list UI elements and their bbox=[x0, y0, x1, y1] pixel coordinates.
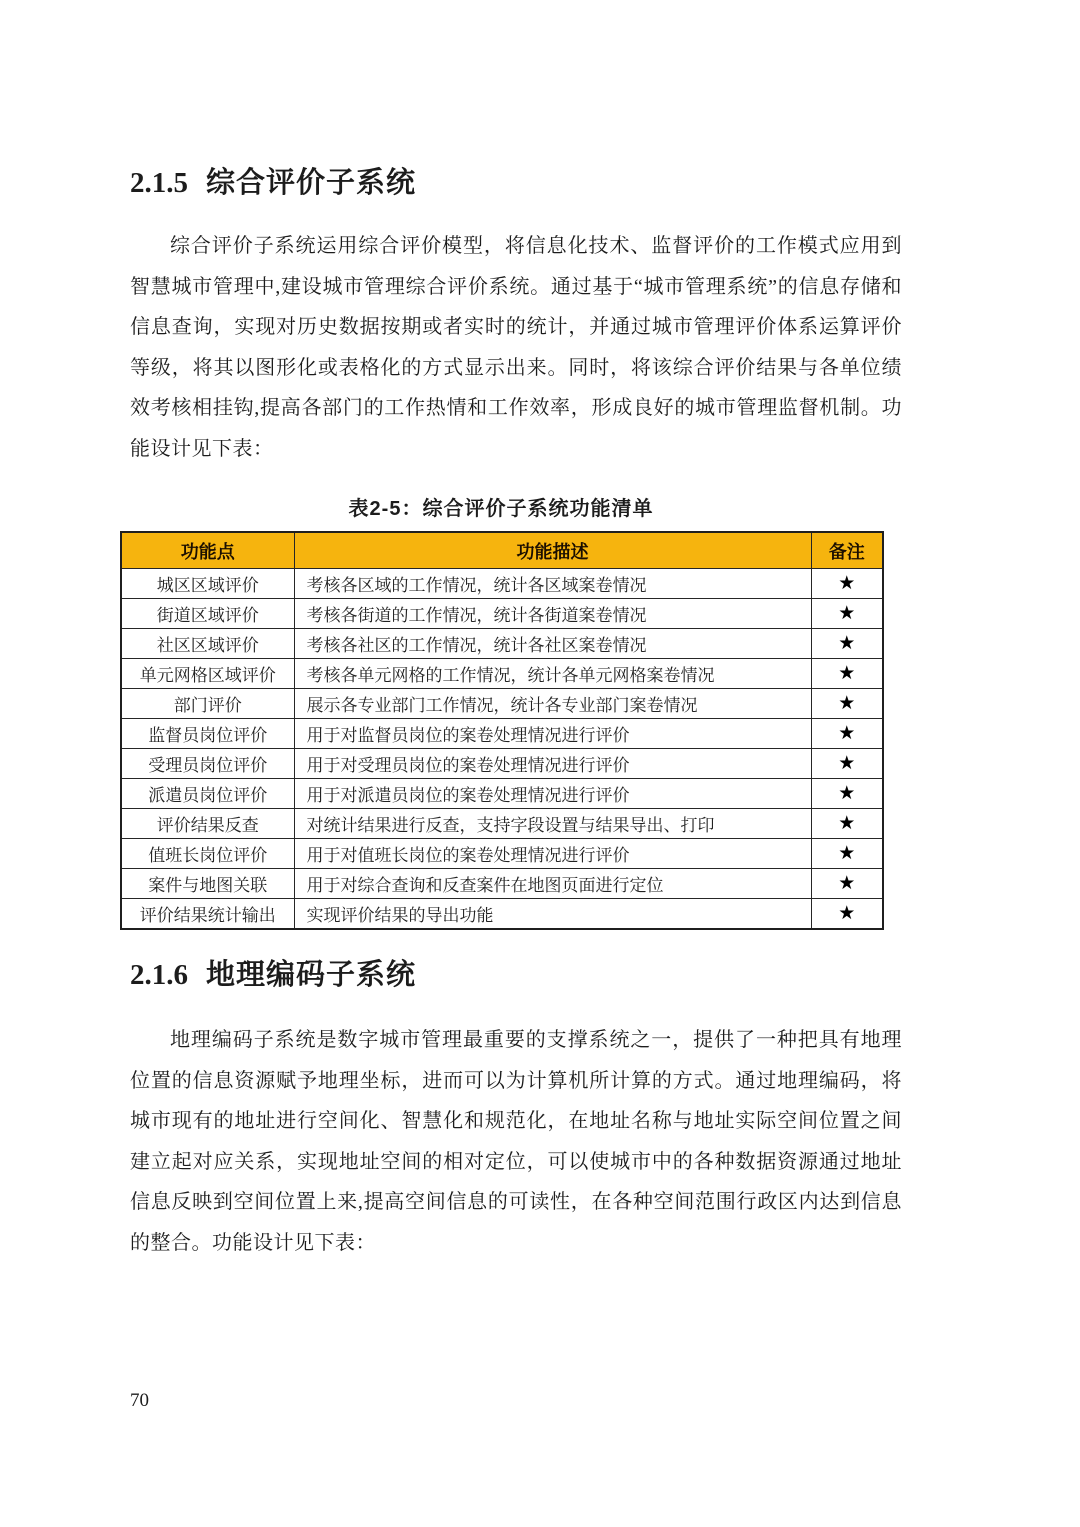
cell-desc: 考核各街道的工作情况，统计各街道案卷情况 bbox=[294, 599, 811, 629]
cell-note: ★ bbox=[811, 629, 883, 659]
table-row bbox=[121, 839, 883, 869]
table-row bbox=[121, 719, 883, 749]
cell-note: ★ bbox=[811, 659, 883, 689]
cell-point: 派遣员岗位评价 bbox=[121, 779, 294, 809]
page-number: 70 bbox=[130, 1390, 149, 1411]
cell-note: ★ bbox=[811, 749, 883, 779]
cell-desc: 实现评价结果的导出功能 bbox=[294, 899, 811, 930]
section-title: 综合评价子系统 bbox=[206, 167, 417, 199]
section-paragraph: 综合评价子系统运用综合评价模型，将信息化技术、监督评价的工作模式应用到智慧城市管理中,建设城市管理综合评价系统。通过基于“城市管理系统”的信息存储和信息查询，实现对历史数据按期或者实时的统计，并通过城市管理评价体系运算评价等级，将其以图形化或表格化的方式显示出来。同时，将该综合评价结果与各单位绩效考核相挂钩,提高各部门的工作热情和工作效率，形成良好的城市管理监督机制。功能设计见下表： bbox=[130, 235, 902, 460]
section-heading-2-1-6 bbox=[130, 952, 416, 993]
cell-point: 评价结果反查 bbox=[121, 809, 294, 839]
section-number: 2.1.6 bbox=[130, 959, 188, 991]
table-row bbox=[121, 599, 883, 629]
cell-note: ★ bbox=[811, 839, 883, 869]
cell-note: ★ bbox=[811, 809, 883, 839]
cell-desc: 用于对受理员岗位的案卷处理情况进行评价 bbox=[294, 749, 811, 779]
table-row bbox=[121, 809, 883, 839]
cell-point: 值班长岗位评价 bbox=[121, 839, 294, 869]
cell-desc: 用于对监督员岗位的案卷处理情况进行评价 bbox=[294, 719, 811, 749]
cell-point: 社区区域评价 bbox=[121, 629, 294, 659]
cell-desc: 用于对综合查询和反查案件在地图页面进行定位 bbox=[294, 869, 811, 899]
table-row bbox=[121, 569, 883, 599]
cell-note: ★ bbox=[811, 569, 883, 599]
table-row bbox=[121, 869, 883, 899]
table-row bbox=[121, 689, 883, 719]
cell-point: 部门评价 bbox=[121, 689, 294, 719]
cell-desc: 对统计结果进行反查，支持字段设置与结果导出、打印 bbox=[294, 809, 811, 839]
cell-note: ★ bbox=[811, 899, 883, 930]
table-row bbox=[121, 659, 883, 689]
cell-note: ★ bbox=[811, 779, 883, 809]
table-body bbox=[121, 569, 883, 930]
cell-desc: 考核各区域的工作情况，统计各区域案卷情况 bbox=[294, 569, 811, 599]
cell-note: ★ bbox=[811, 599, 883, 629]
cell-note: ★ bbox=[811, 719, 883, 749]
table-row bbox=[121, 629, 883, 659]
cell-desc: 考核各单元网格的工作情况，统计各单元网格案卷情况 bbox=[294, 659, 811, 689]
cell-point: 评价结果统计输出 bbox=[121, 899, 294, 930]
cell-point: 街道区域评价 bbox=[121, 599, 294, 629]
section-title: 地理编码子系统 bbox=[206, 959, 417, 991]
cell-desc: 用于对派遣员岗位的案卷处理情况进行评价 bbox=[294, 779, 811, 809]
table-row bbox=[121, 899, 883, 930]
cell-point: 单元网格区域评价 bbox=[121, 659, 294, 689]
cell-point: 案件与地图关联 bbox=[121, 869, 294, 899]
cell-note: ★ bbox=[811, 869, 883, 899]
cell-point: 城区区域评价 bbox=[121, 569, 294, 599]
table-row bbox=[121, 749, 883, 779]
table-header-cell: 功能描述 bbox=[294, 532, 811, 569]
table-caption: 表2-5：综合评价子系统功能清单 bbox=[348, 498, 654, 520]
table-header-cell: 备注 bbox=[811, 532, 883, 569]
table-header-cell: 功能点 bbox=[121, 532, 294, 569]
section-number: 2.1.5 bbox=[130, 167, 188, 199]
table-header-row bbox=[121, 532, 883, 569]
cell-note: ★ bbox=[811, 689, 883, 719]
cell-point: 监督员岗位评价 bbox=[121, 719, 294, 749]
table-row bbox=[121, 779, 883, 809]
cell-point: 受理员岗位评价 bbox=[121, 749, 294, 779]
section-heading-2-1-5 bbox=[130, 160, 416, 201]
cell-desc: 用于对值班长岗位的案卷处理情况进行评价 bbox=[294, 839, 811, 869]
function-list-table bbox=[120, 531, 884, 930]
cell-desc: 展示各专业部门工作情况，统计各专业部门案卷情况 bbox=[294, 689, 811, 719]
cell-desc: 考核各社区的工作情况，统计各社区案卷情况 bbox=[294, 629, 811, 659]
section-paragraph: 地理编码子系统是数字城市管理最重要的支撑系统之一，提供了一种把具有地理位置的信息资源赋予地理坐标，进而可以为计算机所计算的方式。通过地理编码，将城市现有的地址进行空间化、智慧化和规范化，在地址名称与地址实际空间位置之间建立起对应关系，实现地址空间的相对定位，可以使城市中的各种数据资源通过地址信息反映到空间位置上来,提高空间信息的可读性，在各种空间范围行政区内达到信息的整合。功能设计见下表： bbox=[130, 1029, 902, 1254]
